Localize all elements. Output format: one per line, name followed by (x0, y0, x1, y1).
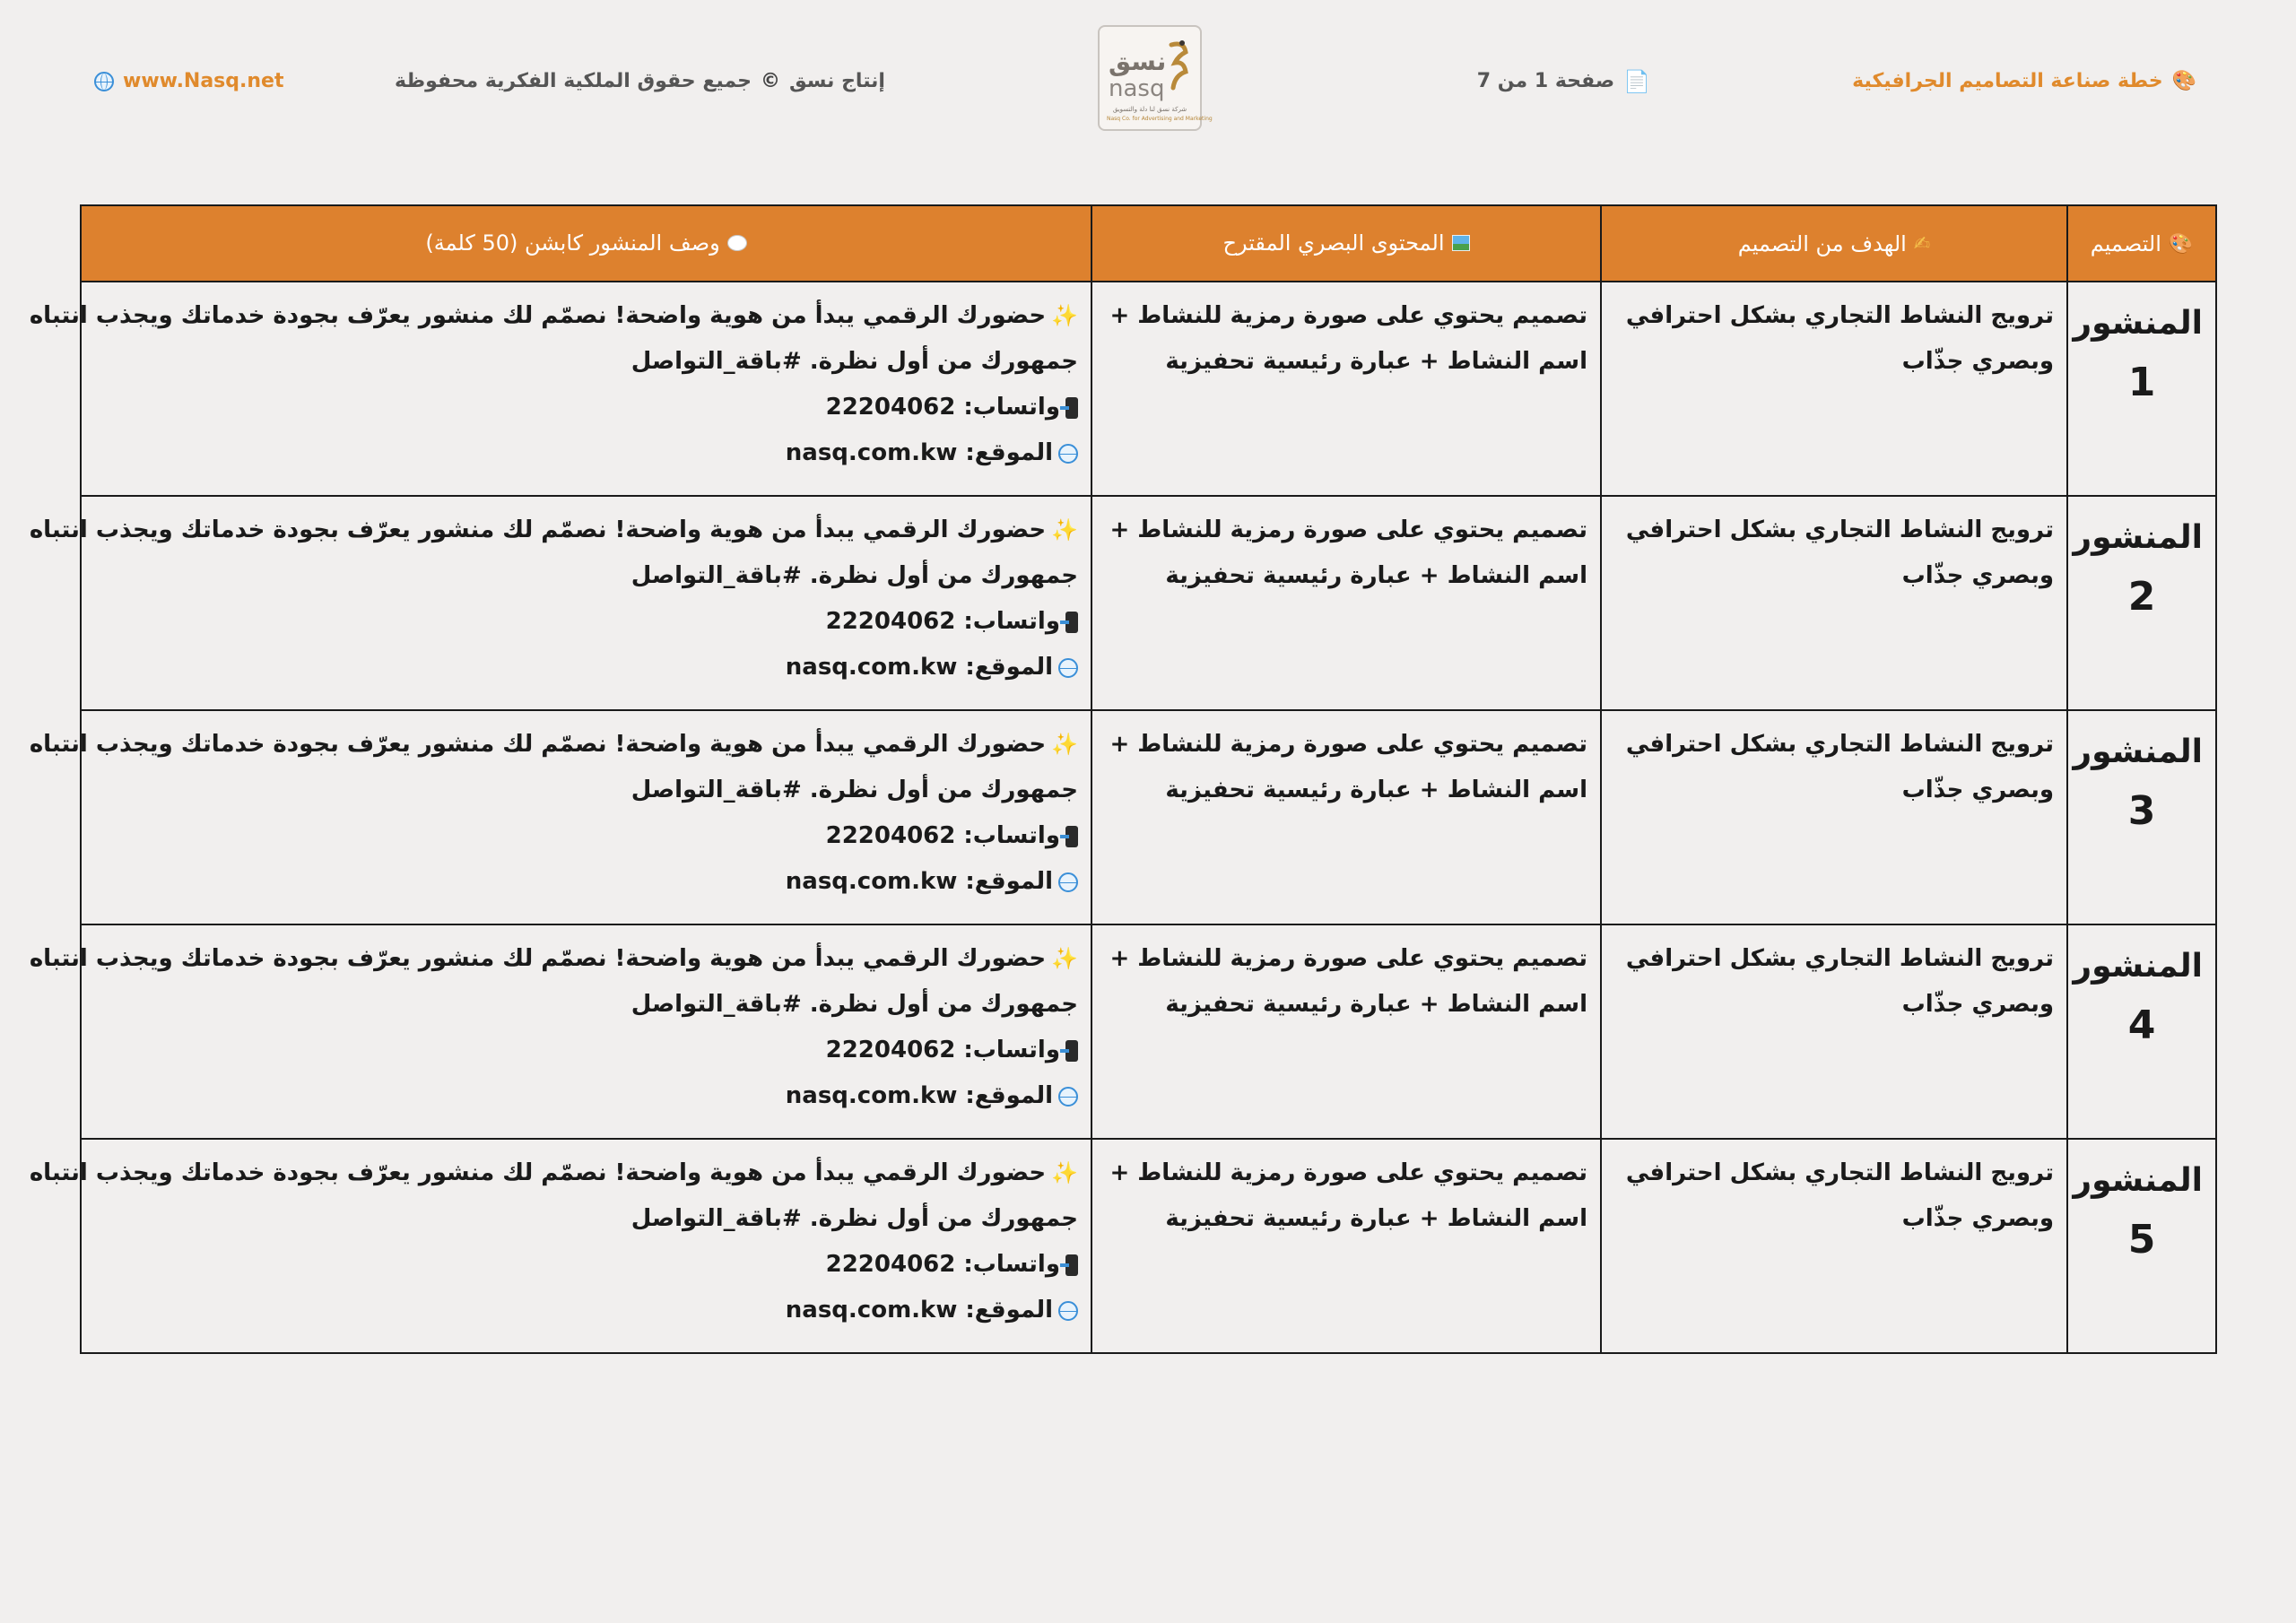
caption-line: جمهورك من أول نظرة. #باقة_التواصل (631, 348, 1078, 375)
globe-icon (1058, 658, 1078, 678)
page-number-text: صفحة 1 من 7 (1476, 70, 1615, 92)
copyright-icon: © (760, 69, 780, 92)
phone-icon (1065, 1254, 1078, 1276)
globe-icon (1058, 872, 1078, 892)
visual-line: اسم النشاط + عبارة رئيسية تحفيزية (1165, 777, 1587, 803)
table-header-row (81, 205, 2216, 282)
design-title: المنشور (2073, 519, 2203, 556)
site-text: الموقع: nasq.com.kw (785, 1297, 1053, 1324)
website-link[interactable] (94, 70, 283, 92)
visual-cell (1091, 924, 1601, 1139)
caption-line (29, 508, 1078, 553)
nasq-logo (1098, 25, 1213, 131)
sparkles-icon: ✨ (1051, 1160, 1078, 1185)
visual-line: اسم النشاط + عبارة رئيسية تحفيزية (1165, 562, 1587, 589)
table-row (81, 496, 2216, 710)
logo-tagline-en: Nasq Co. for Advertising and Marketing (1107, 116, 1213, 122)
globe-icon (94, 72, 114, 91)
phone-icon (1065, 612, 1078, 633)
pencil-icon: ✍ (1913, 232, 1931, 256)
whatsapp-text: واتساب: 22204062 (825, 822, 1060, 849)
caption-line (29, 936, 1078, 982)
goal-line: ترويج النشاط التجاري بشكل احترافي (1625, 1159, 2054, 1186)
header-visual-text: المحتوى البصري المقترح (1222, 230, 1445, 256)
visual-line: تصميم يحتوي على صورة رمزية للنشاط + (1109, 731, 1587, 758)
sparkles-icon: ✨ (1051, 732, 1078, 757)
caption-cell (29, 282, 1091, 496)
globe-icon (1058, 444, 1078, 464)
page-number (1477, 70, 1650, 92)
design-title: المنشور (2073, 948, 2203, 985)
design-cell (2067, 924, 2216, 1139)
logo-name-en: nasq (1109, 75, 1165, 102)
whatsapp-text: واتساب: 22204062 (825, 1251, 1060, 1278)
phone-icon (1065, 826, 1078, 847)
caption-line: جمهورك من أول نظرة. #باقة_التواصل (631, 991, 1078, 1018)
visual-line: اسم النشاط + عبارة رئيسية تحفيزية (1165, 348, 1587, 375)
header-design-text: التصميم (2090, 231, 2161, 257)
site-line (94, 859, 1078, 905)
goal-cell (1601, 282, 2067, 496)
visual-line: تصميم يحتوي على صورة رمزية للنشاط + (1109, 516, 1587, 543)
design-cell (2067, 496, 2216, 710)
caption-text: حضورك الرقمي يبدأ من هوية واضحة! نصمّم لك منشور يعرّف بجودة خدماتك ويجذب انتباه (29, 731, 1047, 758)
goal-line: ترويج النشاط التجاري بشكل احترافي (1625, 945, 2054, 972)
goal-line: ترويج النشاط التجاري بشكل احترافي (1625, 516, 2054, 543)
logo-name-ar: نسق (1109, 47, 1167, 76)
goal-cell (1601, 710, 2067, 924)
visual-line: اسم النشاط + عبارة رئيسية تحفيزية (1165, 1205, 1587, 1232)
goal-line: وبصري جذّاب (1901, 991, 2054, 1018)
header-goal (1601, 205, 2067, 282)
globe-icon (1058, 1301, 1078, 1321)
caption-cell (29, 924, 1091, 1139)
design-title: المنشور (2073, 1162, 2203, 1199)
design-number: 2 (2127, 574, 2156, 620)
header-caption (81, 205, 1091, 282)
whatsapp-text: واتساب: 22204062 (825, 608, 1060, 635)
phone-icon (1065, 1040, 1078, 1062)
logo-mark-icon (1166, 39, 1189, 91)
design-number: 5 (2127, 1217, 2156, 1263)
table-row (81, 924, 2216, 1139)
header-caption-text: وصف المنشور كابشن (50 كلمة) (425, 230, 720, 256)
image-icon (1452, 235, 1470, 251)
globe-icon (1058, 1087, 1078, 1107)
visual-cell (1091, 1139, 1601, 1353)
page-header (0, 0, 2296, 170)
goal-cell (1601, 924, 2067, 1139)
logo-tagline-ar: شركة نسق لنا دلة والتسويق (1112, 106, 1187, 113)
site-text: الموقع: nasq.com.kw (785, 868, 1053, 895)
page-icon: 📄 (1623, 68, 1650, 94)
header-goal-text: الهدف من التصميم (1737, 231, 1907, 257)
whatsapp-text: واتساب: 22204062 (825, 1037, 1060, 1063)
design-cell (2067, 710, 2216, 924)
design-cell (2067, 282, 2216, 496)
site-text: الموقع: nasq.com.kw (785, 439, 1053, 466)
phone-icon (1065, 397, 1078, 419)
plan-title (1852, 70, 2196, 92)
design-cell (2067, 1139, 2216, 1353)
whatsapp-line (94, 813, 1078, 859)
palette-icon: 🎨 (2171, 69, 2196, 92)
site-line (94, 645, 1078, 690)
table-row (81, 282, 2216, 496)
goal-line: وبصري جذّاب (1901, 348, 2054, 375)
goal-line: ترويج النشاط التجاري بشكل احترافي (1625, 302, 2054, 329)
whatsapp-line (94, 385, 1078, 430)
caption-line (29, 293, 1078, 339)
goal-cell (1601, 496, 2067, 710)
design-plan-table (29, 204, 2217, 1354)
visual-cell (1091, 710, 1601, 924)
visual-cell (1091, 282, 1601, 496)
site-line (94, 1288, 1078, 1333)
visual-cell (1091, 496, 1601, 710)
copyright-text: جميع حقوق الملكية الفكرية محفوظة (395, 70, 752, 92)
visual-line: تصميم يحتوي على صورة رمزية للنشاط + (1109, 302, 1587, 329)
whatsapp-line (94, 599, 1078, 645)
caption-cell (29, 1139, 1091, 1353)
design-number: 4 (2127, 1002, 2156, 1048)
whatsapp-line (94, 1242, 1078, 1288)
visual-line: تصميم يحتوي على صورة رمزية للنشاط + (1109, 945, 1587, 972)
website-text[interactable]: www.Nasq.net (123, 70, 284, 92)
design-number: 3 (2127, 788, 2156, 834)
caption-line (29, 1150, 1078, 1196)
site-line (94, 1073, 1078, 1119)
goal-cell (1601, 1139, 2067, 1353)
table-row (81, 710, 2216, 924)
goal-line: وبصري جذّاب (1901, 1205, 2054, 1232)
caption-line (29, 722, 1078, 768)
design-title: المنشور (2073, 305, 2203, 342)
whatsapp-text: واتساب: 22204062 (825, 394, 1060, 421)
caption-cell (29, 496, 1091, 710)
caption-text: حضورك الرقمي يبدأ من هوية واضحة! نصمّم لك منشور يعرّف بجودة خدماتك ويجذب انتباه (29, 516, 1047, 543)
caption-text: حضورك الرقمي يبدأ من هوية واضحة! نصمّم لك منشور يعرّف بجودة خدماتك ويجذب انتباه (29, 1159, 1047, 1186)
site-text: الموقع: nasq.com.kw (785, 1082, 1053, 1109)
caption-line: جمهورك من أول نظرة. #باقة_التواصل (631, 562, 1078, 589)
goal-line: ترويج النشاط التجاري بشكل احترافي (1625, 731, 2054, 758)
sparkles-icon: ✨ (1051, 517, 1078, 542)
goal-line: وبصري جذّاب (1901, 562, 2054, 589)
design-title: المنشور (2073, 733, 2203, 770)
speech-bubble-icon (727, 235, 747, 251)
sparkles-icon: ✨ (1051, 946, 1078, 971)
design-number: 1 (2127, 360, 2156, 405)
caption-text: حضورك الرقمي يبدأ من هوية واضحة! نصمّم لك منشور يعرّف بجودة خدماتك ويجذب انتباه (29, 945, 1047, 972)
caption-line: جمهورك من أول نظرة. #باقة_التواصل (631, 777, 1078, 803)
table-row (81, 1139, 2216, 1353)
sparkles-icon: ✨ (1051, 303, 1078, 328)
header-visual (1091, 205, 1601, 282)
visual-line: اسم النشاط + عبارة رئيسية تحفيزية (1165, 991, 1587, 1018)
caption-text: حضورك الرقمي يبدأ من هوية واضحة! نصمّم لك منشور يعرّف بجودة خدماتك ويجذب انتباه (29, 302, 1047, 329)
palette-icon: 🎨 (2168, 232, 2194, 256)
header-design (2067, 205, 2216, 282)
copyright-label: إنتاج نسق (788, 70, 885, 92)
copyright-notice (395, 70, 885, 92)
goal-line: وبصري جذّاب (1901, 777, 2054, 803)
site-line (94, 430, 1078, 476)
caption-cell (29, 710, 1091, 924)
site-text: الموقع: nasq.com.kw (785, 654, 1053, 681)
caption-line: جمهورك من أول نظرة. #باقة_التواصل (631, 1205, 1078, 1232)
visual-line: تصميم يحتوي على صورة رمزية للنشاط + (1109, 1159, 1587, 1186)
whatsapp-line (94, 1028, 1078, 1073)
plan-title-text: خطة صناعة التصاميم الجرافيكية (1852, 70, 2163, 92)
